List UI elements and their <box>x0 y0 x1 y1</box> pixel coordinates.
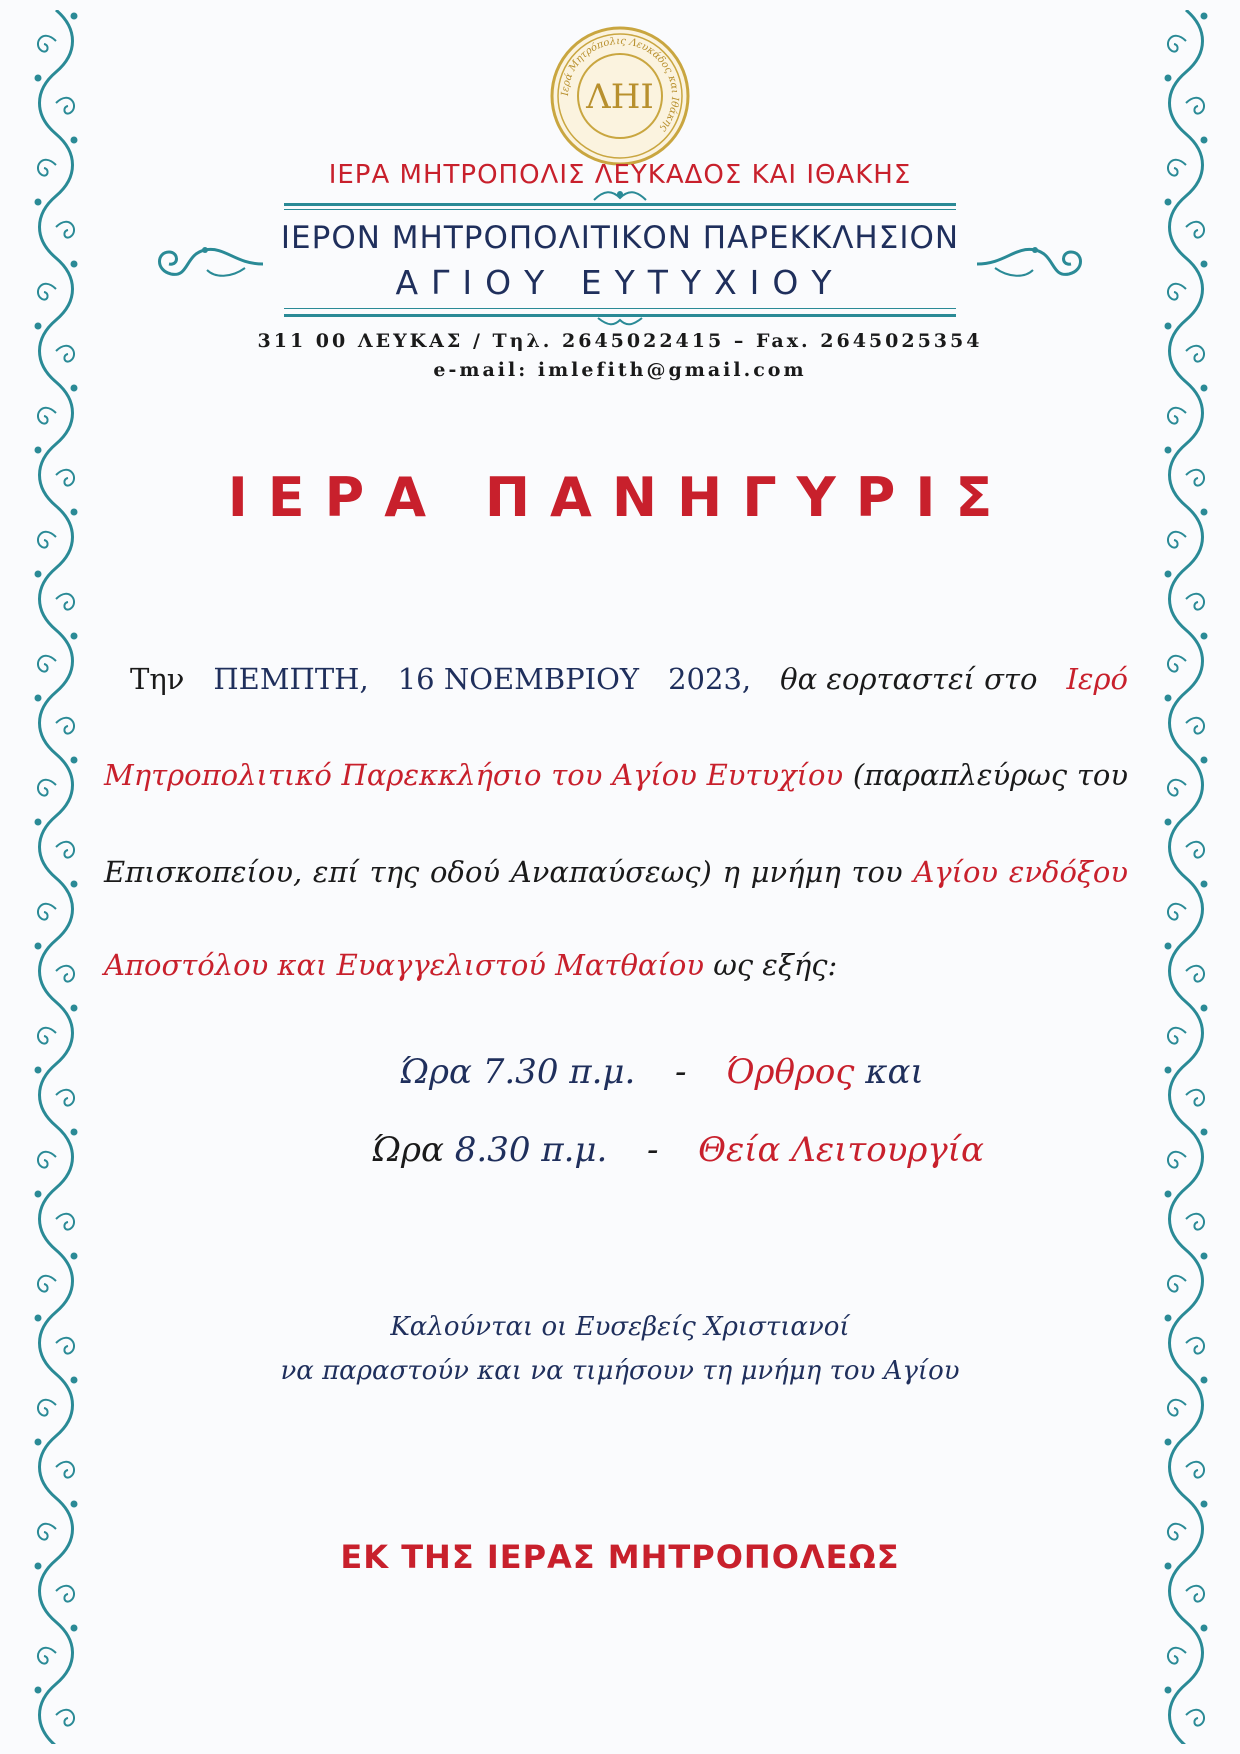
header-rule <box>284 308 956 309</box>
body-highlight: Μητροπολιτικό <box>104 758 332 792</box>
schedule-service: Θεία Λειτουργία <box>698 1130 984 1170</box>
schedule-item-orthros <box>400 1052 924 1092</box>
contact-address: 311 00 ΛΕΥΚΑΣ / Τηλ. 2645022415 – Fax. 2645025354 <box>257 330 983 352</box>
body-text: του <box>851 855 903 889</box>
saint-name: ΑΓΙΟΥ ΕΥΤΥΧΙΟΥ <box>395 263 845 302</box>
schedule-conjunction: και <box>865 1052 924 1092</box>
body-text: θα εορταστεί στο <box>780 662 1038 696</box>
body-text: (παραπλεύρως <box>852 758 1068 792</box>
body-text: μνήμη <box>750 855 841 889</box>
flourish-ornament-icon <box>590 314 650 328</box>
body-highlight: Ευτυχίου <box>706 758 844 792</box>
event-date: 16 ΝΟΕΜΒΡΙΟΥ <box>397 662 640 696</box>
metropolis-seal-icon <box>548 24 692 168</box>
schedule-time: 8.30 π.μ. <box>454 1130 608 1170</box>
announcement-line <box>104 855 1128 889</box>
body-text: Την <box>130 662 185 696</box>
schedule-dash: - <box>674 1052 687 1092</box>
body-highlight: Παρεκκλήσιο <box>341 758 542 792</box>
body-text: οδού <box>430 855 501 889</box>
invitation-line-1: Καλούνται οι Ευσεβείς Χριστιανοί <box>390 1312 850 1342</box>
body-highlight: Αποστόλου και Ευαγγελιστού Ματθαίου <box>104 948 704 982</box>
metropolis-name: ΙΕΡΑ ΜΗΤΡΟΠΟΛΙΣ ΛΕΥΚΑΔΟΣ ΚΑΙ ΙΘΑΚΗΣ <box>328 160 912 190</box>
body-text: της <box>369 855 420 889</box>
schedule-time-label: Ώρα <box>372 1130 444 1170</box>
body-text: Επισκοπείου, <box>104 855 303 889</box>
signature-line: ΕΚ ΤΗΣ ΙΕΡΑΣ ΜΗΤΡΟΠΟΛΕΩΣ <box>340 1538 900 1576</box>
body-text: του <box>1076 758 1128 792</box>
seal-ring-text: Ιερά Μητρόπολις Λευκάδος και Ιθάκης <box>559 35 681 134</box>
contact-email: e-mail: imlefith@gmail.com <box>433 359 807 381</box>
event-weekday: ΠΕΜΠΤΗ, <box>213 662 369 696</box>
body-highlight: Αγίου <box>612 758 697 792</box>
body-highlight: του <box>551 758 603 792</box>
event-year: 2023, <box>668 662 752 696</box>
invitation-line-2: να παραστούν και να τιμήσουν τη μνήμη του Αγίου <box>280 1356 960 1386</box>
body-text: η <box>722 855 740 889</box>
announcement-line <box>104 758 1128 792</box>
event-title: ΙΕΡΑ ΠΑΝΗΓΥΡΙΣ <box>227 466 1013 529</box>
body-text: ως εξής: <box>713 948 838 982</box>
schedule-item-liturgy <box>372 1130 984 1170</box>
schedule-service: Όρθρος <box>726 1052 855 1092</box>
schedule-time: Ώρα 7.30 π.μ. <box>400 1052 636 1092</box>
flourish-ornament-icon <box>590 188 650 204</box>
body-highlight: Ιερό <box>1066 662 1128 696</box>
announcement-line <box>104 662 1128 696</box>
schedule-dash: - <box>646 1130 659 1170</box>
header-rule <box>284 209 956 210</box>
seal-monogram: ΛΗΙ <box>586 77 654 117</box>
body-highlight: Αγίου <box>913 855 999 889</box>
body-highlight: ενδόξου <box>1008 855 1128 889</box>
body-text: Αναπαύσεως) <box>510 855 712 889</box>
announcement-line <box>104 948 1128 982</box>
body-text: επί <box>312 855 359 889</box>
chapel-name: ΙΕΡΟΝ ΜΗΤΡΟΠΟΛΙΤΙΚΟΝ ΠΑΡΕΚΚΛΗΣΙΟΝ <box>280 220 960 256</box>
